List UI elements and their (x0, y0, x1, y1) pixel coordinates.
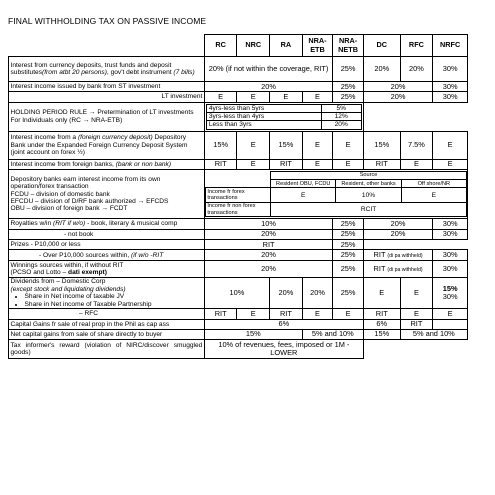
rfc-value: E (400, 159, 433, 169)
row-royalties-not-book (9, 229, 468, 239)
rfc-value: 7.5% (400, 131, 433, 159)
nra-etb-value: E (302, 131, 333, 159)
source-table (205, 171, 467, 218)
row-net-capital-gains-shares (9, 329, 468, 339)
rc-value: 15% (204, 131, 237, 159)
row-royalties-book (9, 219, 468, 229)
holding-period-cell (204, 102, 363, 131)
row-label: – RFC (9, 309, 205, 319)
header-row (9, 35, 468, 57)
nrfc-value: 30% (433, 219, 468, 229)
blank-cell (363, 340, 467, 359)
header-nrc: NRC (237, 35, 270, 57)
header-blank (9, 35, 205, 57)
dc-rfc-value: 20% (363, 219, 432, 229)
header-dc: DC (363, 35, 400, 57)
period-term: 3yrs-less than 4yrs (206, 112, 321, 120)
arrow-icon: → (88, 109, 96, 117)
row-foreign-banks (9, 159, 468, 169)
nrfc-value: E (433, 159, 468, 169)
dc-value: 6% (363, 319, 400, 329)
row-prizes-small (9, 240, 468, 250)
ra-value: RIT (270, 159, 303, 169)
rfc-value: 20% (400, 57, 433, 82)
ra-value: E (270, 92, 303, 102)
row-informer-reward (9, 340, 468, 359)
row-winnings (9, 261, 468, 278)
row-depository-banks (9, 169, 468, 219)
header-rc: RC (204, 35, 237, 57)
rfc-value: E (400, 277, 433, 309)
row-label: Interest from currency deposits, trust funds and deposit substitutes(from atbt 20 persons), gov't debt instrument (7 bills) (9, 57, 205, 82)
source-row-label: Income fr forex transactions (205, 188, 270, 203)
rc-value: RIT (204, 159, 237, 169)
header-nra-netb: NRA- NETB (333, 35, 364, 57)
row-label: Interest income from a (foreign currency deposit) Depository Bank under the Expanded Foreign Currency Deposit System (joint account on forex ½) (9, 131, 205, 159)
blank-cell (363, 240, 467, 250)
row-label: - Over P10,000 sources within, (if w/o -RIT (9, 250, 205, 261)
row-dividends-domestic (9, 277, 468, 309)
row-interest-lt (9, 92, 468, 102)
row-label: Interest income from foreign banks, (bank or non bank) (9, 159, 205, 169)
row-capital-gains-real-prop (9, 319, 468, 329)
row-label: Interest income issued by bank from ST investment (9, 82, 205, 92)
dc-value: 20% (363, 57, 400, 82)
nra-netb-value: 25% (333, 82, 364, 92)
nra-netb-value: 25% (333, 240, 364, 250)
span-value: 20% (204, 229, 332, 239)
blank-cell (363, 102, 467, 131)
period-row (206, 112, 361, 120)
row-label: LT investment (9, 92, 205, 102)
row-prizes-over (9, 250, 468, 261)
header-rfc: RFC (400, 35, 433, 57)
row-label: Royalties w/in (RIT if w/o) - book, literary & musical comp (9, 219, 205, 229)
ra-value: RIT (270, 309, 303, 319)
left-value: 15% (204, 329, 302, 339)
span-value: 20% (if not within the coverage, RIT) (204, 57, 332, 82)
rc-value: E (204, 92, 237, 102)
nra-netb-value: E (333, 159, 364, 169)
arrow-icon: → (82, 116, 90, 124)
source-value: RCIT (271, 202, 467, 217)
dc-value: E (363, 277, 400, 309)
source-title-row (205, 171, 466, 179)
source-row-label: Income fr non forex transactions (205, 202, 270, 217)
nra-netb-value: 25% (333, 219, 364, 229)
nra-netb-value: 25% (333, 261, 364, 278)
row-label: Depository banks earn interest income from its own operation/forex transaction FCDU – division of domestic bank EFCDU – division of D/RF bank authorized → EFCDS OBU – division of foreign bank → FCDT (9, 169, 205, 219)
list-item: • Share in Net income of taxable JV (25, 293, 203, 300)
nra-etb-value: E (302, 92, 333, 102)
arrow-icon: → (101, 205, 108, 213)
source-cell (204, 169, 467, 219)
row-label: Net capital gains from sale of share directly to buyer (9, 329, 205, 339)
dc-value: 15% (363, 329, 400, 339)
right-value: 5% and 10% (400, 329, 467, 339)
rfc-value: E (400, 309, 433, 319)
dc-rfc-value: RIT (di pa withheld) (363, 250, 432, 261)
dc-value: RIT (363, 159, 400, 169)
period-term: 4yrs-less than 5yrs (206, 104, 321, 112)
header-nrfc: NRFC (433, 35, 468, 57)
span-value: 20% (204, 82, 332, 92)
nrfc-value: 30% (433, 229, 468, 239)
period-rate: 5% (321, 104, 361, 112)
nra-etb-value: E (302, 309, 333, 319)
row-label: - not book (9, 229, 205, 239)
nra-netb-value: 25% (333, 250, 364, 261)
row-label: Winnings sources within, if without RIT (PCSO and Lotto – dati exempt) (9, 261, 205, 278)
nrfc-value: 30% (433, 92, 468, 102)
page-title: FINAL WITHHOLDING TAX ON PASSIVE INCOME (8, 16, 207, 26)
span-value: 10% of revenues, fees, imposed or 1M - LOWER (204, 340, 363, 359)
rfc-value: RIT (400, 319, 433, 329)
middle-value: 5% and 10% (302, 329, 363, 339)
period-term: Less than 3yrs (206, 121, 321, 129)
nrc-value: E (237, 309, 270, 319)
header-ra: RA (270, 35, 303, 57)
nrfc-value: 30% (433, 261, 468, 278)
nrc-value: E (237, 92, 270, 102)
row-interest-st (9, 82, 468, 92)
source-title: Source (271, 171, 467, 179)
rc-value: RIT (204, 309, 237, 319)
period-row (206, 121, 361, 129)
row-dividends-rfc (9, 309, 468, 319)
dc-rfc-value: 20% (363, 82, 432, 92)
row-interest-deposits (9, 57, 468, 82)
row-label: Prizes - P10,000 or less (9, 240, 205, 250)
list-item: • Share in Net income of Taxable Partnership (25, 301, 203, 308)
source-col: Resident, other banks (336, 180, 401, 188)
source-col: Off shore/NR (401, 180, 466, 188)
ra-value: 15% (270, 131, 303, 159)
nra-netb-value: E (333, 309, 364, 319)
source-header-row (205, 180, 466, 188)
nrc-value: E (237, 159, 270, 169)
dc-rfc-value: 20% (363, 92, 432, 102)
ra-value: 20% (270, 277, 303, 309)
dc-rfc-value: 20% (363, 229, 432, 239)
row-label: Dividends from – Domestic Corp (except stock and liquidating dividends) • Share in Net income of taxable JV • Share in Net income of Taxable Partnership (9, 277, 205, 309)
row-label: HOLDING PERIOD RULE → Pretermination of LT investments For Individuals only (RC → NRA-ETB) (9, 102, 205, 131)
span-value: 20% (204, 261, 332, 278)
row-foreign-currency-deposit (9, 131, 468, 159)
period-rate: 12% (321, 112, 361, 120)
period-rate: 20% (321, 121, 361, 129)
nrfc-value: E (433, 131, 468, 159)
source-value: E (271, 188, 336, 203)
row-label: Tax informer's reward (violation of NIRC/discover smuggled goods) (9, 340, 205, 359)
nrfc-value: E (433, 309, 468, 319)
source-value: E (401, 188, 466, 203)
nra-netb-value: 25% (333, 57, 364, 82)
span-value: RIT (204, 240, 332, 250)
dividend-list (11, 293, 203, 308)
nrfc-value: 30% (433, 82, 468, 92)
nra-etb-value: E (302, 159, 333, 169)
rc-nrc-value: 10% (204, 277, 269, 309)
row-label: Capital Gains fr sale of real prop in the Phil as cap ass (9, 319, 205, 329)
nra-netb-value: 25% (333, 277, 364, 309)
source-col: Resident OBU, FCDU (271, 180, 336, 188)
source-forex-row (205, 188, 466, 203)
period-row (206, 104, 361, 112)
nra-netb-value: E (333, 131, 364, 159)
nrfc-value: 30% (433, 57, 468, 82)
nra-netb-value: 25% (333, 92, 364, 102)
header-nra-etb: NRA- ETB (302, 35, 333, 57)
nra-etb-value: 20% (302, 277, 333, 309)
nrfc-value: 30% (433, 250, 468, 261)
span-value: 20% (204, 250, 332, 261)
blank-cell (433, 319, 468, 329)
span-value: 10% (204, 219, 332, 229)
nra-netb-value: 25% (333, 229, 364, 239)
withholding-tax-table (8, 34, 468, 359)
nrfc-value: 15% 30% (433, 277, 468, 309)
row-holding-period (9, 102, 468, 131)
dc-value: 15% (363, 131, 400, 159)
arrow-icon: → (137, 197, 145, 205)
dc-rfc-value: RIT (di pa withheld) (363, 261, 432, 278)
nrc-value: E (237, 131, 270, 159)
source-value: 10% (336, 188, 401, 203)
holding-period-table (206, 104, 362, 130)
span-value: 6% (204, 319, 363, 329)
source-nonforex-row (205, 202, 466, 217)
dc-value: RIT (363, 309, 400, 319)
